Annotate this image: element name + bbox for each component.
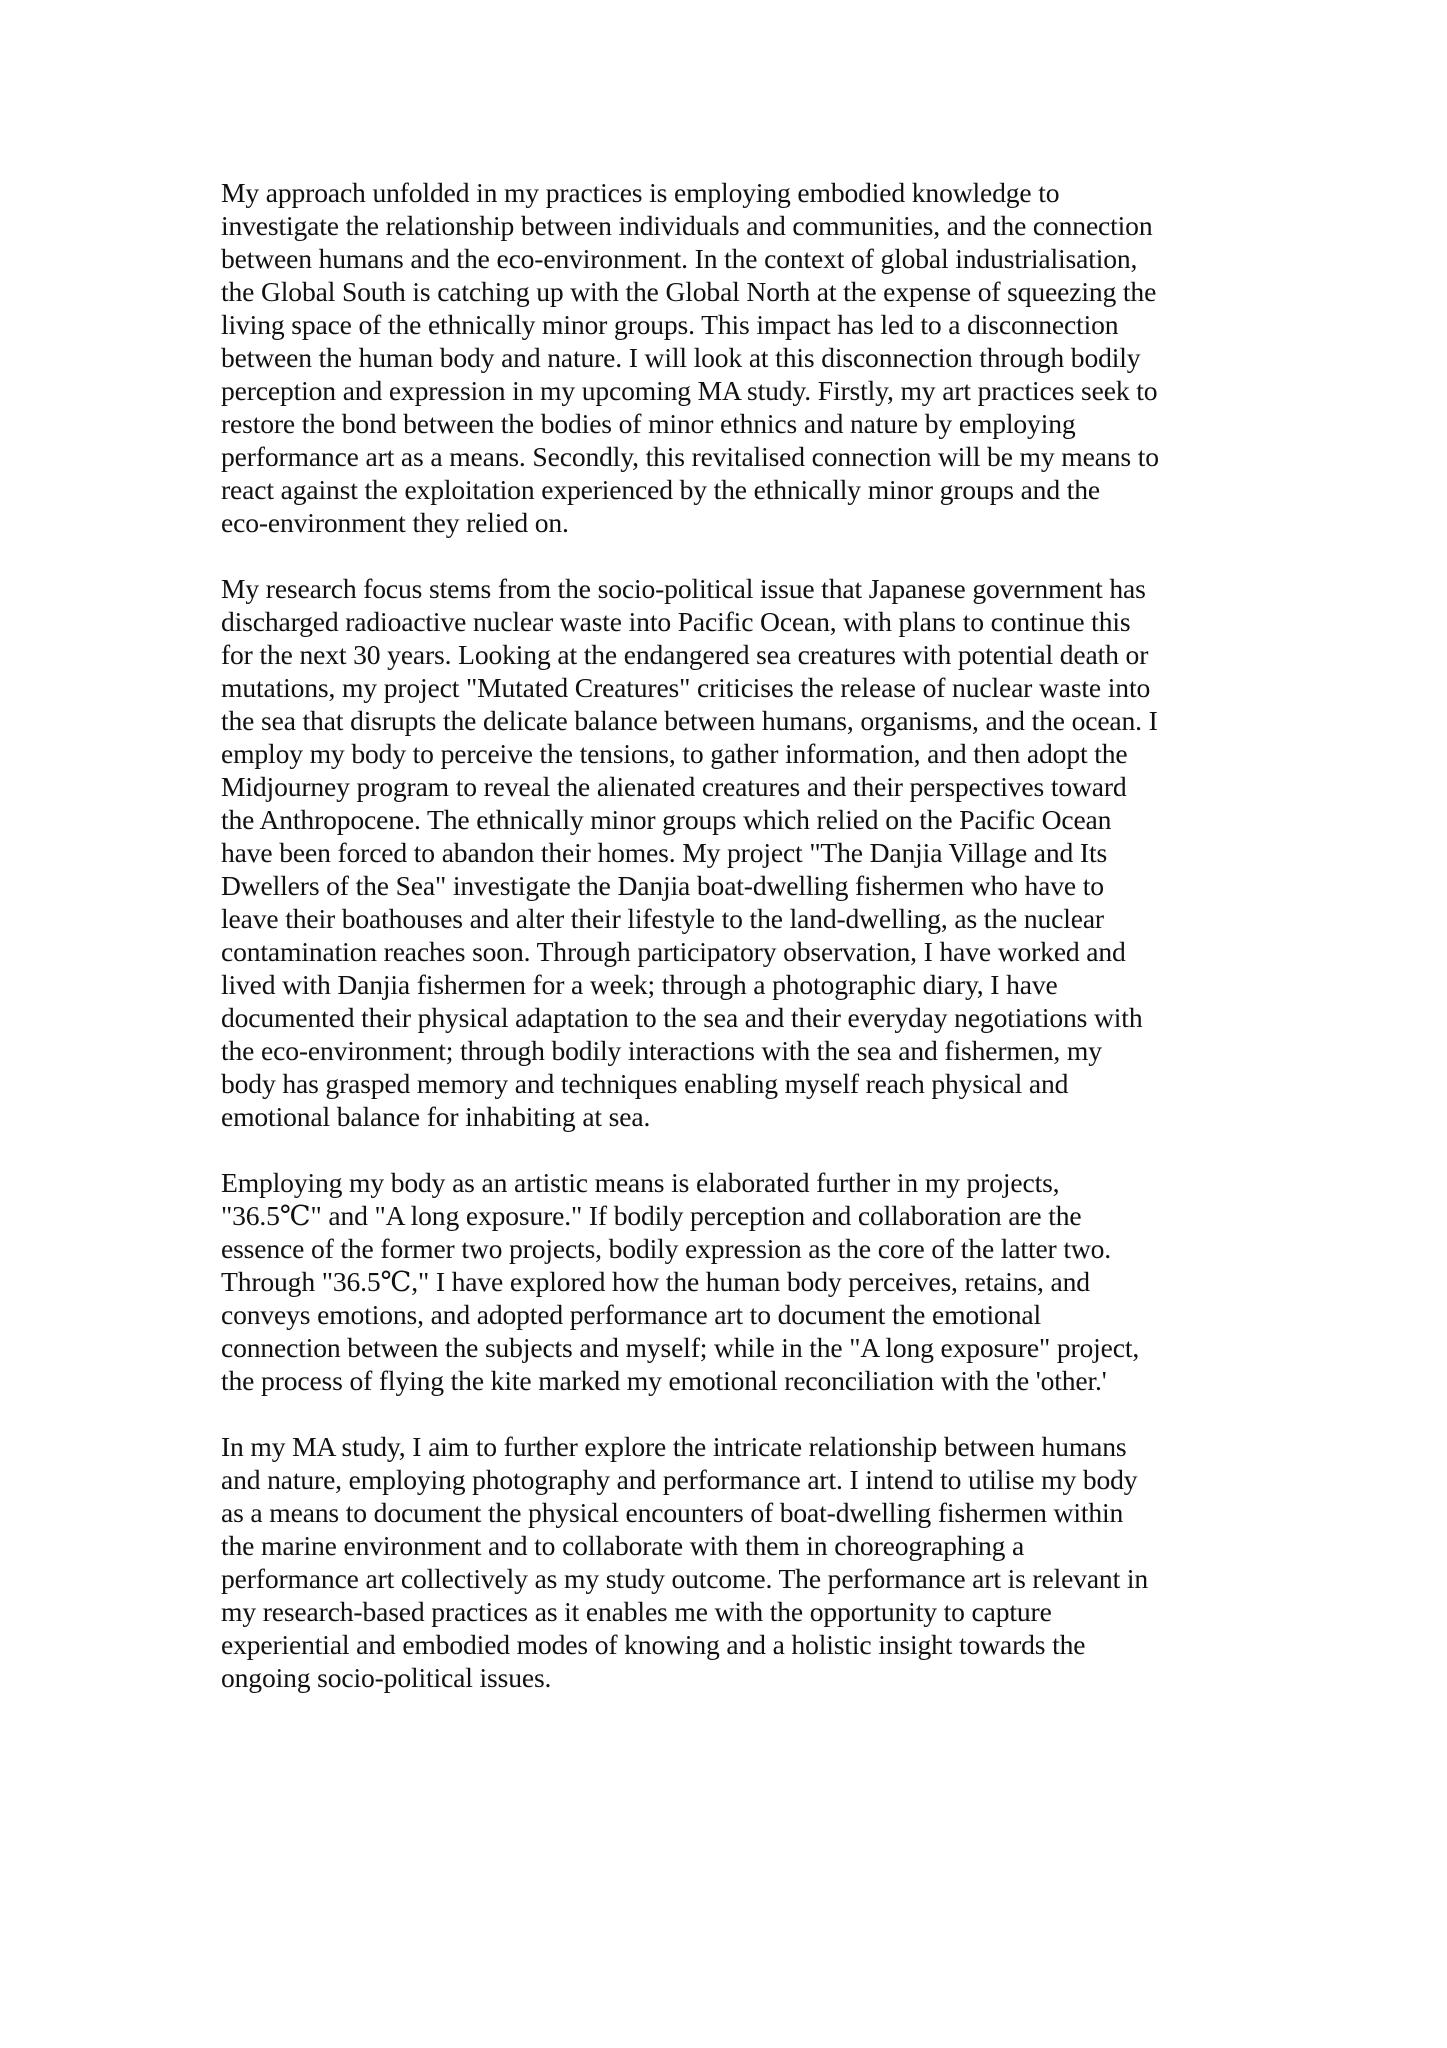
text-line: and nature, employing photography and performance art. I intend to utilise my body — [221, 1464, 1138, 1495]
text-line: the eco-environment; through bodily interactions with the sea and fishermen, my — [221, 1035, 1102, 1066]
text-line: essence of the former two projects, bodily expression as the core of the latter two. — [221, 1233, 1112, 1264]
text-line: employ my body to perceive the tensions, to gather information, and then adopt the — [221, 738, 1128, 769]
text-line: experiential and embodied modes of knowing and a holistic insight towards the — [221, 1629, 1086, 1660]
text-line: the marine environment and to collaborate with them in choreographing a — [221, 1530, 1025, 1561]
text-line: connection between the subjects and myself; while in the "A long exposure" project, — [221, 1332, 1140, 1363]
paragraph-approach — [221, 176, 1261, 539]
text-line: "36.5℃" and "A long exposure." If bodily perception and collaboration are the — [221, 1200, 1082, 1231]
text-line: My approach unfolded in my practices is employing embodied knowledge to — [221, 177, 1060, 208]
text-line: lived with Danjia fishermen for a week; through a photographic diary, I have — [221, 969, 1058, 1000]
text-line: the Anthropocene. The ethnically minor groups which relied on the Pacific Ocean — [221, 804, 1112, 835]
paragraph-body-as-means — [221, 1166, 1261, 1397]
text-line: contamination reaches soon. Through participatory observation, I have worked and — [221, 936, 1126, 967]
paragraph-ma-study — [221, 1430, 1261, 1694]
text-line: In my MA study, I aim to further explore the intricate relationship between humans — [221, 1431, 1127, 1462]
text-line: discharged radioactive nuclear waste into Pacific Ocean, with plans to continue this — [221, 606, 1131, 637]
text-line: Employing my body as an artistic means is elaborated further in my projects, — [221, 1167, 1060, 1198]
text-line: restore the bond between the bodies of minor ethnics and nature by employing — [221, 408, 1076, 439]
text-line: as a means to document the physical encounters of boat-dwelling fishermen within — [221, 1497, 1124, 1528]
text-line: have been forced to abandon their homes. My project "The Danjia Village and Its — [221, 837, 1108, 868]
text-line: perception and expression in my upcoming MA study. Firstly, my art practices seek to — [221, 375, 1158, 406]
text-line: Through "36.5℃," I have explored how the human body perceives, retains, and — [221, 1266, 1090, 1297]
text-line: between humans and the eco-environment. In the context of global industrialisation, — [221, 243, 1138, 274]
text-line: eco-environment they relied on. — [221, 507, 569, 538]
text-line: the process of flying the kite marked my emotional reconciliation with the 'other.' — [221, 1365, 1107, 1396]
text-line: for the next 30 years. Looking at the endangered sea creatures with potential death or — [221, 639, 1149, 670]
text-line: body has grasped memory and techniques enabling myself reach physical and — [221, 1068, 1069, 1099]
text-line: the Global South is catching up with the Global North at the expense of squeezing the — [221, 276, 1157, 307]
text-line: performance art collectively as my study outcome. The performance art is relevant in — [221, 1563, 1149, 1594]
text-line: investigate the relationship between individuals and communities, and the connection — [221, 210, 1153, 241]
text-line: my research-based practices as it enables me with the opportunity to capture — [221, 1596, 1052, 1627]
text-line: documented their physical adaptation to the sea and their everyday negotiations with — [221, 1002, 1143, 1033]
text-line: the sea that disrupts the delicate balance between humans, organisms, and the ocean. I — [221, 705, 1158, 736]
text-line: performance art as a means. Secondly, this revitalised connection will be my means to — [221, 441, 1159, 472]
text-line: My research focus stems from the socio-political issue that Japanese government has — [221, 573, 1146, 604]
document-body — [221, 176, 1261, 1727]
text-line: leave their boathouses and alter their lifestyle to the land-dwelling, as the nuclear — [221, 903, 1104, 934]
text-line: Midjourney program to reveal the alienated creatures and their perspectives toward — [221, 771, 1127, 802]
text-line: between the human body and nature. I will look at this disconnection through bodily — [221, 342, 1141, 373]
text-line: Dwellers of the Sea" investigate the Danjia boat-dwelling fishermen who have to — [221, 870, 1104, 901]
text-line: react against the exploitation experienced by the ethnically minor groups and the — [221, 474, 1100, 505]
text-line: mutations, my project "Mutated Creatures" criticises the release of nuclear waste into — [221, 672, 1151, 703]
text-line: emotional balance for inhabiting at sea. — [221, 1101, 651, 1132]
text-line: living space of the ethnically minor groups. This impact has led to a disconnection — [221, 309, 1119, 340]
text-line: conveys emotions, and adopted performance art to document the emotional — [221, 1299, 1041, 1330]
paragraph-research-focus — [221, 572, 1261, 1133]
text-line: ongoing socio-political issues. — [221, 1662, 552, 1693]
